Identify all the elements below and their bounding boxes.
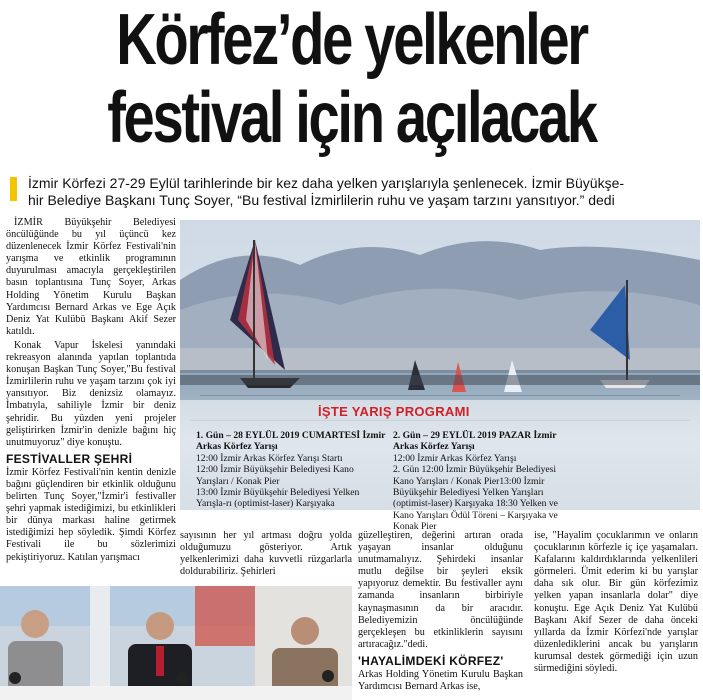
day1-item: 12:00 İzmir Büyükşehir Belediyesi Kano Yarışları / Konak Pier xyxy=(196,464,354,487)
day2-heading: 2. Gün – 29 EYLÜL 2019 PAZAR İzmir Arkas Körfez Yarışı xyxy=(393,430,557,453)
program-day-2 xyxy=(393,430,575,533)
left-paragraph-3: İzmir Körfez Festivali'nin kentin denizle bağını güçlendiren bir etkinlik olduğunu belirten Tunç Soyer,"İzmir'i festivaller şehri yapmak istediğimizi, bu etkinlikleri bir dünya markası haline getirmek istediğimizi hep söyledik. Şimdi Körfez Festivali ile bu sözlerimizi pekiştiriyoruz. Katılan yarışmacı xyxy=(6,466,176,563)
col3-text-2: Arkas Holding Yönetim Kurulu Başkan Yardımcısı Bernard Arkas ise, xyxy=(358,669,523,693)
press-conference-photo xyxy=(0,586,352,700)
left-paragraph-1: İZMİR Büyükşehir Belediyesi öncülüğünde bu yıl üçüncü kez düzenlenecek İzmir Körfez Festivali'nin yarışma ve etkinlik programının duyurulması amacıyla gerçekleştirilen basın toplantısına Tunç Soyer, Arkas Holding Yönetim Kurulu Başkan Yardımcısı Bernard Arkas ve Ege Açık Deniz Yat Kulübü Başkanı Akif Sezer katıldı. xyxy=(6,217,176,337)
day1-item: 12:00 İzmir Arkas Körfez Yarışı Startı xyxy=(196,452,343,464)
day1-heading: 1. Gün – 28 EYLÜL 2019 CUMARTESİ İzmir Arkas Körfez Yarışı xyxy=(196,430,386,453)
deck-line-2: hir Belediye Başkanı Tunç Soyer, “Bu festival İzmirlilerin ruhu ve yaşam tarzını yansıtıyor.” dedi xyxy=(28,192,615,208)
left-paragraph-2: Konak Vapur İskelesi yanındaki rekreasyon alanında yapılan toplantıda konuşan Başkan Tunç Soyer,"Bu festival İzmirlilerin ruhu ve yaşam tarzını çok iyi yansıtıyor. Biz denizsiz olamayız. İmbatıyla, sahiliyle İzmir bir deniz şehridir. Bu yüzden yeni projeler geliştirirken İzmir'in denizle bağını hiç unutmuyoruz" diye konuştu. xyxy=(6,339,176,448)
program-day-1 xyxy=(196,430,386,510)
col3-subhead: 'HAYALİMDEKİ KÖRFEZ' xyxy=(358,653,504,668)
headline-line-2: festival için açılacak xyxy=(107,78,596,158)
left-subhead: FESTİVALLER ŞEHRİ xyxy=(6,451,133,466)
left-column xyxy=(6,217,176,564)
deck-line-1: İzmir Körfezi 27-29 Eylül tarihlerinde bir kez daha yelken yarışlarıyla şenlenecek. İzmir Büyükşe- xyxy=(28,175,625,191)
headline-line-1: Körfez’de yelkenler xyxy=(116,0,587,80)
column-4 xyxy=(534,530,698,675)
col3-text: güzelleştiren, değerini artıran orada yaşayan insanlar olduğunu unutmamalıyız. Şehirdeki insanlar mutlu değilse bir şeyleri eksik yapıyoruz demektir. Bu festivaller aynı zamanda insanların birbiriyle kaynaşmasının da bir aracıdır. Belediyemizin öncülüğünde gerçekleşen bu etkinliklerin sayısını artıracağız."dedi. xyxy=(358,530,523,650)
column-2 xyxy=(180,530,352,578)
deck xyxy=(10,175,700,209)
deck-accent-bar xyxy=(10,177,17,201)
day2-item: 12:00 İzmir Arkas Körfez Yarışı xyxy=(393,452,517,464)
col4-text: ise, "Hayalim çocuklarımın ve onların çocuklarının körfezle iç içe yaşamaları. Kafalarını kaldırdıklarında yelkenlileri görmeleri. Ümit ederim ki bu yarışlar daha sık olur. Bir gün körfezimiz yelken yapan insanlarla dolar" diye konuştu. Ege Açık Deniz Yat Kulübü Başkanı Akif Sezer de daha önceki yıllarda da İzmir Körfezi'nde yarışlar düzenlediklerini ancak bu yarışların kurumsal destek görmediği için uzun sürmediğini söyledi. xyxy=(534,530,698,675)
col2-text: sayısının her yıl artması doğru yolda olduğumuzu gösteriyor. Artık yelkenlerimizi daha kuvvetli rüzgarlarla doldurabiliriz. Şehirleri xyxy=(180,530,352,578)
program-title: İŞTE YARIŞ PROGRAMI xyxy=(318,404,470,419)
column-3 xyxy=(358,530,523,693)
day2-item: 2. Gün 12:00 İzmir Büyükşehir Belediyesi Kano Yarışları / Konak Pier13:00 İzmir Büyükşehir Belediyesi Yelken Yarışları (optimist-laser) Karşıyaka 18:30 Yelken ve Kano Yarışları Ödül Töreni – Karşıyaka ve Konak Pier xyxy=(393,464,558,533)
day1-item: 13:00 İzmir Büyükşehir Belediyesi Yelken Yarışla-rı (optimist-laser) Karşıyaka xyxy=(196,487,360,510)
headline xyxy=(77,0,625,158)
